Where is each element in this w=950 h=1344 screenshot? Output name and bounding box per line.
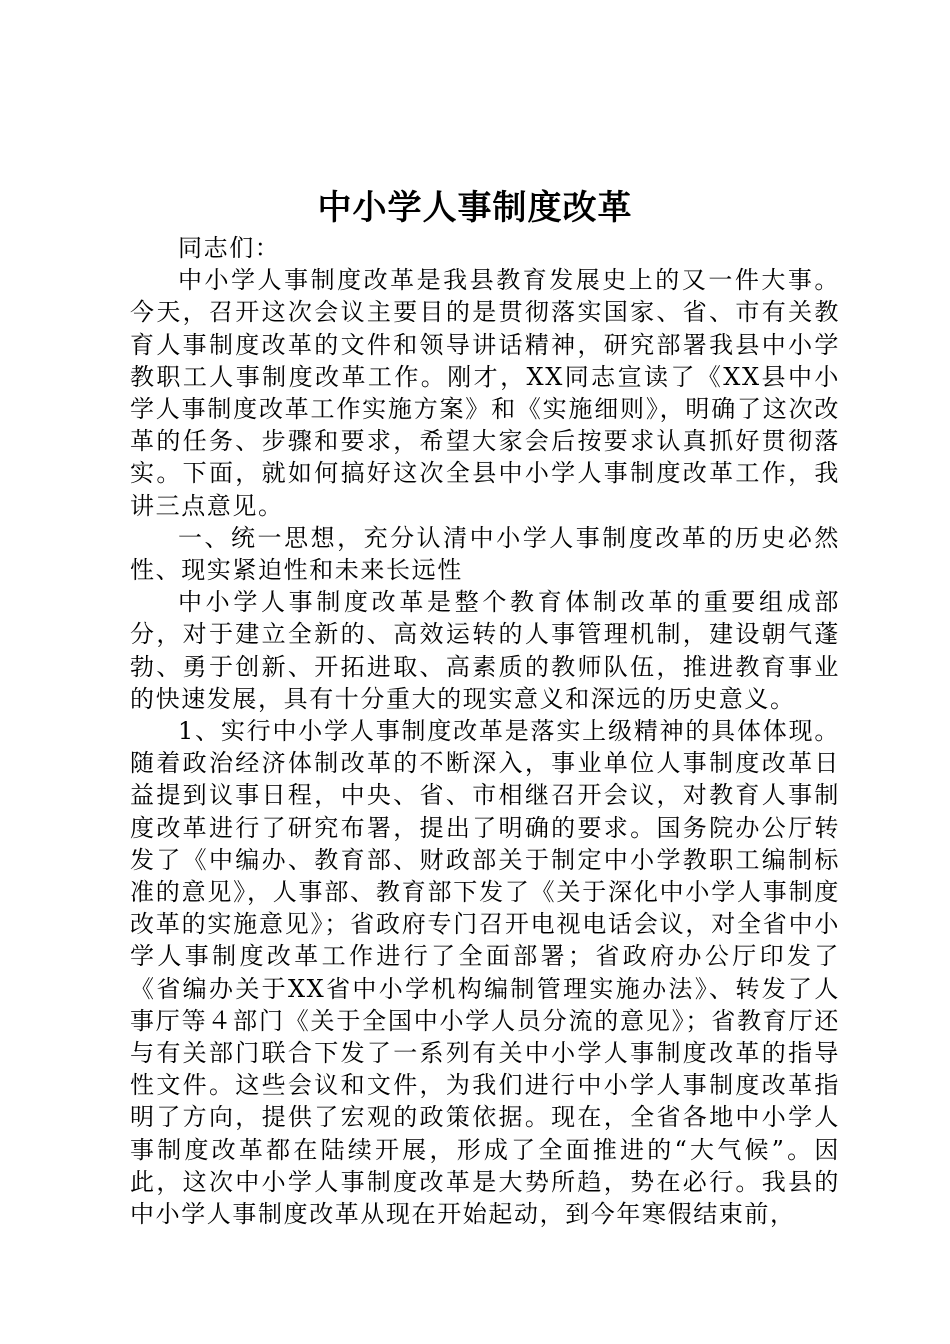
document-title: 中小学人事制度改革 <box>317 188 633 228</box>
body-paragraph: 1、实行中小学人事制度改革是落实上级精神的具体体现。随着政治经济体制改革的不断深入，事业单位人事制度改革日益提到议事日程，中央、省、市相继召开会议，对教育人事制度改革进行了研究布署，提出了明确的要求。国务院办公厅转发了《中编办、教育部、财政部关于制定中小学教职工编制标准的意见》，人事部、教育部下发了《关于深化中小学人事制度改革的实施意见》；省政府专门召开电视电话会议，对全省中小学人事制度改革工作进行了全面部署；省政府办公厅印发了《省编办关于XX省中小学机构编制管理实施办法》、转发了人事厅等４部门《关于全国中小学人员分流的意见》；省教育厅还与有关部门联合下发了一系列有关中小学人事制度改革的指导性文件。这些会议和文件，为我们进行中小学人事制度改革指明了方向，提供了宏观的政策依据。现在，全省各地中小学人事制度改革都在陆续开展，形成了全面推进的“大气候”。因此，这次中小学人事制度改革是大势所趋，势在必行。我县的中小学人事制度改革从现在开始起动，到今年寒假结束前， <box>130 717 840 1229</box>
section-heading-1: 一、统一思想，充分认清中小学人事制度改革的历史必然性、现实紧迫性和未来长远性 <box>130 523 840 585</box>
intro-paragraph: 中小学人事制度改革是我县教育发展史上的又一件大事。今天，召开这次会议主要目的是贯彻落实国家、省、市有关教育人事制度改革的文件和领导讲话精神，研究部署我县中小学教职工人事制度改革工作。刚才，XX同志宣读了《XX县中小学人事制度改革工作实施方案》和《实施细则》，明确了这次改革的任务、步骤和要求，希望大家会后按要求认真抓好贯彻落实。下面，就如何搞好这次全县中小学人事制度改革工作，我讲三点意见。 <box>130 266 840 520</box>
body-paragraph: 中小学人事制度改革是整个教育体制改革的重要组成部分，对于建立全新的、高效运转的人事管理机制，建设朝气蓬勃、勇于创新、开拓进取、高素质的教师队伍，推进教育事业的快速发展，具有十分重大的现实意义和深远的历史意义。 <box>130 588 840 713</box>
salutation-paragraph: 同志们： <box>178 234 281 262</box>
document-body <box>130 232 840 1230</box>
